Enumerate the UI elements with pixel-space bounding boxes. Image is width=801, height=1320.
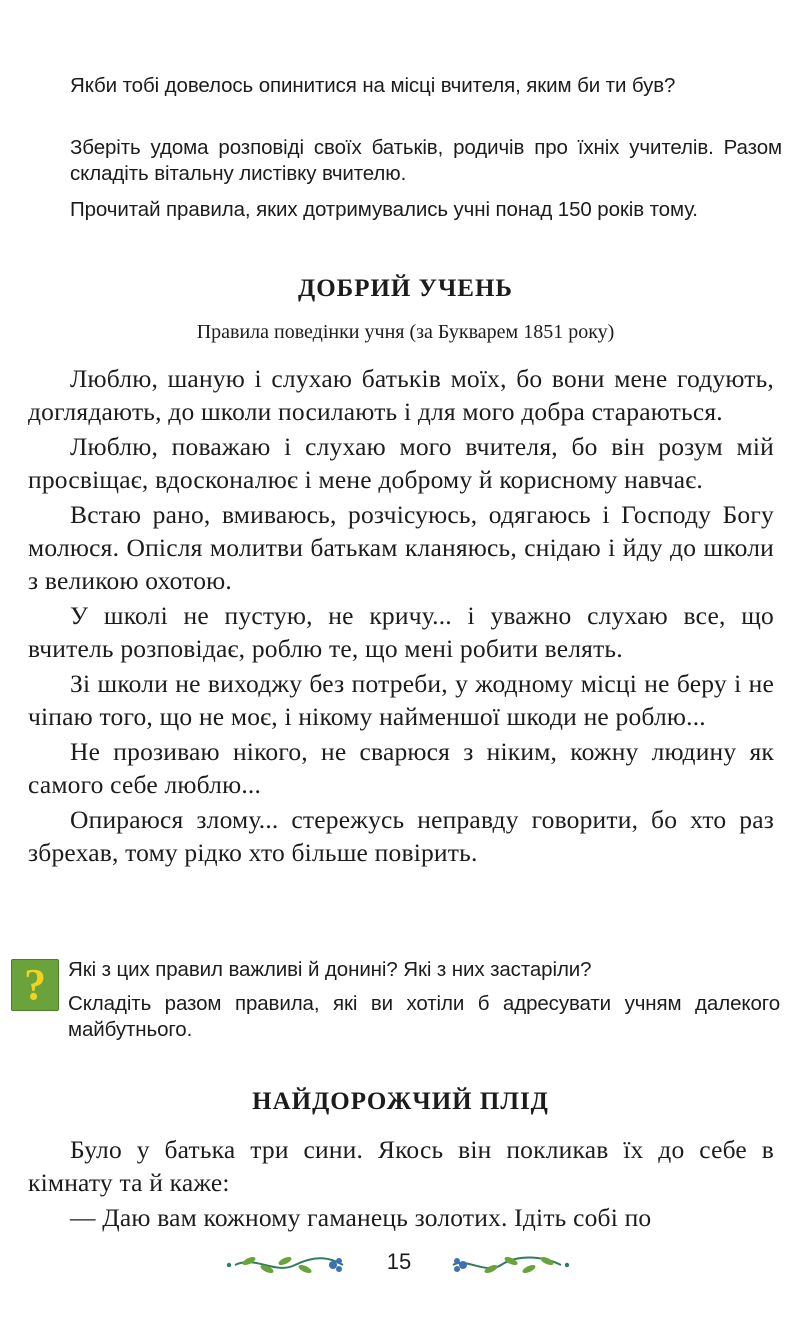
rule-paragraph: Не прозиваю нікого, не сварюся з ніким, кожну людину як самого себе люблю... (28, 737, 774, 799)
intro-question-2: Зберіть удома розповіді своїх батьків, родичів про їхніх учителів. Разом складіть вітальну листівку вчителю. (70, 136, 782, 185)
section-subtitle: Правила поведінки учня (за Букварем 1851 року) (196, 321, 615, 343)
rule-paragraph: Встаю рано, вмиваюсь, розчісуюсь, одягаюсь і Господу Богу молюся. Опісля молитви батькам кланяюсь, снідаю і йду до школи з великою охотою. (28, 500, 774, 595)
floral-ornament-right-icon (446, 1251, 571, 1279)
rule-paragraph: Люблю, поважаю і слухаю мого вчителя, бо він розум мій просвіщає, вдосконалює і мене доброму й корисному навчає. (28, 432, 774, 494)
section-title-precious-fruit: НАЙДОРОЖЧИЙ ПЛІД (252, 1088, 549, 1115)
story-text (28, 1133, 774, 1236)
rule-paragraph: Люблю, шаную і слухаю батьків моїх, бо вони мене годують, доглядають, до школи посилають і для мого добра стараються. (28, 364, 774, 426)
intro-question-3: Прочитай правила, яких дотримувались учні понад 150 років тому. (70, 198, 698, 221)
task-question-2: Складіть разом правила, які ви хотіли б адресувати учням далекого майбутнього. (68, 992, 780, 1041)
page-number: 15 (386, 1249, 412, 1274)
rule-paragraph: Зі школи не виходжу без потреби, у жодному місці не беру і не чіпаю того, що не моє, і нікому найменшої шкоди не роблю... (28, 669, 774, 731)
task-question-1: Які з цих правил важливі й донині? Які з них застаріли? (68, 958, 592, 981)
story-paragraph: Було у батька три сини. Якось він покликав їх до себе в кімнату та й каже: (28, 1135, 774, 1197)
rules-list (28, 362, 774, 871)
intro-question-1: Якби тобі довелось опинитися на місці вчителя, яким би ти був? (70, 74, 676, 97)
question-mark-icon (11, 959, 59, 1011)
rule-paragraph: Опираюся злому... стережусь неправду говорити, бо хто раз збрехав, тому рідко хто більше повірить. (28, 805, 774, 867)
floral-ornament-left-icon (225, 1251, 350, 1279)
question-mark-glyph: ? (24, 960, 46, 1009)
section-title-good-student: ДОБРИЙ УЧЕНЬ (298, 275, 513, 302)
page-footer (0, 1245, 801, 1285)
story-paragraph: — Даю вам кожному гаманець золотих. Ідіть собі по (70, 1203, 652, 1232)
rule-paragraph: У школі не пустую, не кричу... і уважно слухаю все, що вчитель розповідає, роблю те, що мені робити велять. (28, 601, 774, 663)
